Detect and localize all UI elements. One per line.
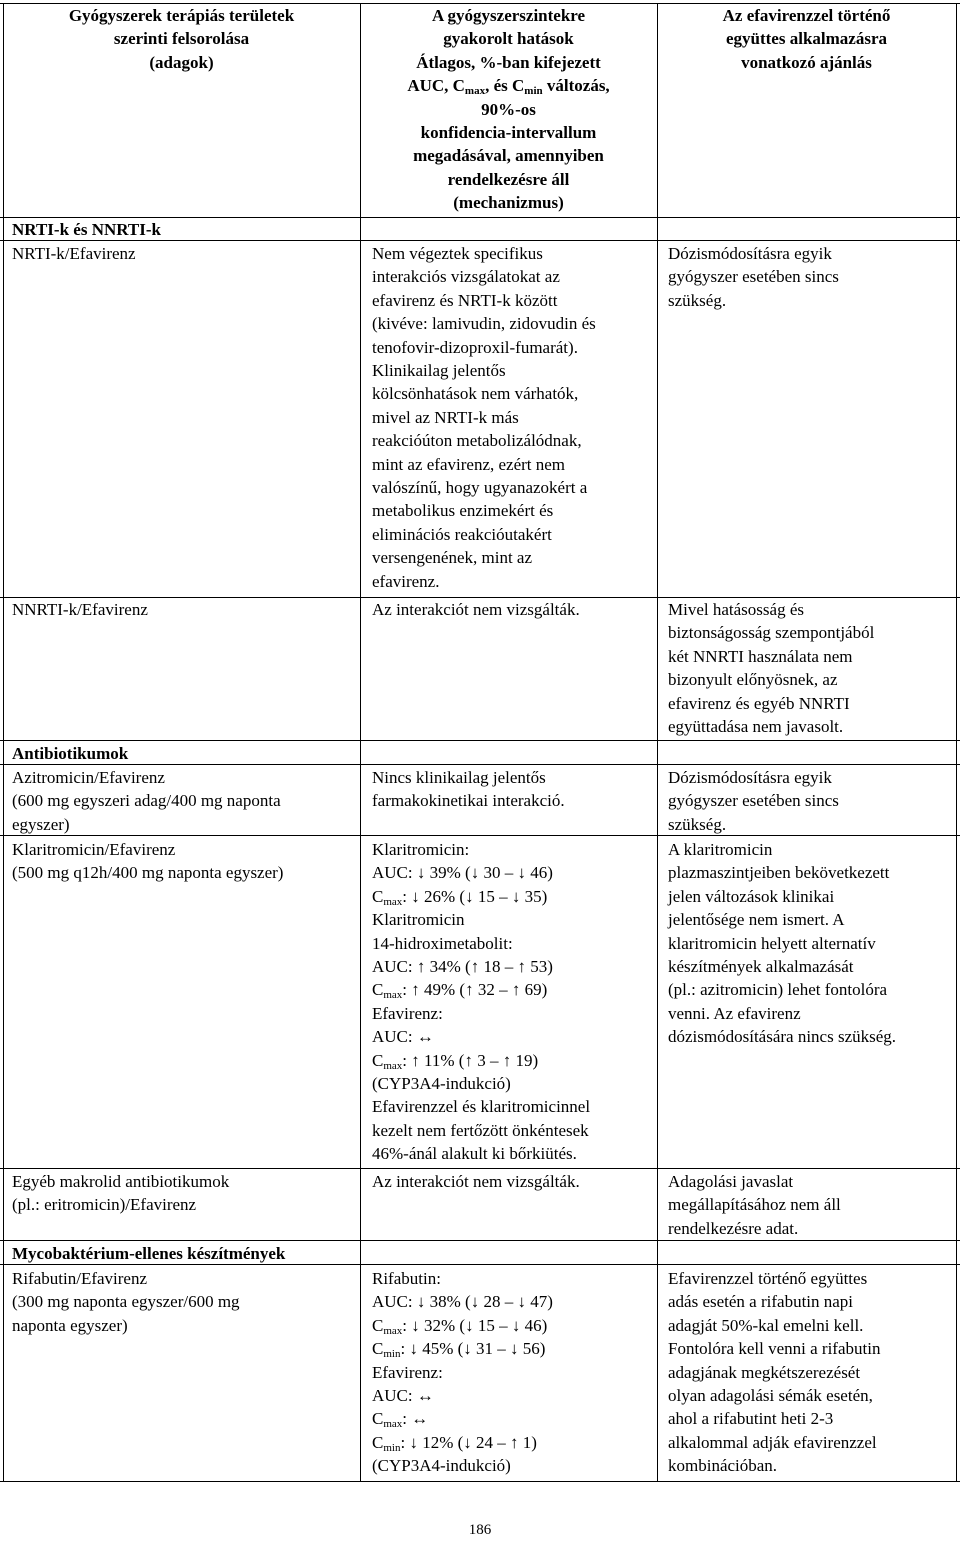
effect-rifabutin: Rifabutin: AUC: ↓ 38% (↓ 28 – ↓ 47) $C_{max}$: ↓ 32% (↓ 15 – ↓ 46) $C_{min}$: ↓ 45% (↓ 31 – ↓ 56) Efavirenz: AUC: ↔ $C_{max}$: ↔ $C_{min}$: ↓ 12% (↓ 24 – ↑ 1) (CYP3A4-indukció) bbox=[372, 1269, 553, 1476]
column-divider-2 bbox=[657, 3, 658, 1482]
drug-nnrti-efavirenz: NNRTI-k/Efavirenz bbox=[12, 600, 148, 619]
effect-clarithromycin: Klaritromicin: AUC: ↓ 39% (↓ 30 – ↓ 46) $C_{max}$: ↓ 26% (↓ 15 – ↓ 35) Klaritromicin 14-hidroximetabolit: AUC: ↑ 34% (↑ 18 – ↑ 53) $C_{max}$: ↑ 49% (↑ 32 – ↑ 69) Efavirenz: AUC: ↔ $C_{max}$: ↑ 11% (↑ 3 – ↑ 19) (CYP3A4-indukció) Efavirenzzel és klaritromicinnel kezelt nem fertőzött önkéntesek 46%-ánál alakult ki bőrkiütés. bbox=[372, 840, 591, 1164]
header-drug-column: Gyógyszerek terápiás területek szerinti felsorolása (adagok) bbox=[68, 6, 295, 72]
effect-nnrti-efavirenz: Az interakciót nem vizsgálták. bbox=[372, 600, 580, 619]
section-heading-antibiotics: Antibiotikumok bbox=[12, 744, 129, 763]
effect-azithromycin: Nincs klinikailag jelentős farmakokinetikai interakció. bbox=[372, 768, 565, 811]
recommendation-azithromycin: Dózismódosításra egyik gyógyszer esetében sincs szükség. bbox=[668, 768, 839, 834]
column-divider-1 bbox=[360, 3, 361, 1482]
section-heading-nrti: NRTI-k és NNRTI-k bbox=[12, 220, 161, 239]
recommendation-rifabutin: Efavirenzzel történő együttes adás esetén a rifabutin napi adagját 50%-kal emelni kell. Fontolóra kell venni a rifabutin adagjának megkétszerezését olyan adagolási sémák esetén, ahol a rifabutint heti 2-3 alkalommal adják efavirenzzel kombinációban. bbox=[668, 1269, 881, 1476]
drug-clarithromycin: Klaritromicin/Efavirenz (500 mg q12h/400 mg naponta egyszer) bbox=[12, 840, 284, 883]
row-divider-nnrti bbox=[0, 740, 960, 741]
table-left-border bbox=[3, 3, 4, 1482]
drug-other-macrolides: Egyéb makrolid antibiotikumok (pl.: eritromicin)/Efavirenz bbox=[12, 1172, 230, 1215]
header-recommendation-column: Az efavirenzzel történő együttes alkalmazásra vonatkozó ajánlás bbox=[722, 6, 891, 72]
recommendation-other-macrolides: Adagolási javaslat megállapításához nem áll rendelkezésre adat. bbox=[668, 1172, 841, 1238]
table-right-border bbox=[956, 3, 957, 1482]
table-bottom-border bbox=[0, 1481, 960, 1482]
section-heading-mycobacterium: Mycobaktérium-ellenes készítmények bbox=[12, 1244, 286, 1263]
drug-azithromycin: Azitromicin/Efavirenz (600 mg egyszeri adag/400 mg naponta egyszer) bbox=[12, 768, 281, 834]
header-effect-column: A gyógyszerszintekre gyakorolt hatások Átlagos, %-ban kifejezett AUC, $C_{max}$, és $C_{min}$ változás, 90%-os konfidencia-intervallum megadásával, amennyiben rendelkezésre áll (mechanizmus) bbox=[407, 6, 610, 213]
recommendation-clarithromycin: A klaritromicin plazmaszintjeiben bekövetkezett jelen változások klinikai jelentősége nem ismert. A klaritromicin helyett alternatív készítmények alkalmazását (pl.: azitromicin) lehet fontolóra venni. Az efavirenz dózismódosítására nincs szükség. bbox=[668, 840, 897, 1047]
section-divider-antibiotics bbox=[0, 764, 960, 765]
effect-other-macrolides: Az interakciót nem vizsgálták. bbox=[372, 1172, 580, 1191]
effect-nrti-efavirenz: Nem végeztek specifikus interakciós vizsgálatokat az efavirenz és NRTI-k között (kivéve: lamivudin, zidovudin és tenofovir-dizoproxil-fumarát). Klinikailag jelentős kölcsönhatások nem várhatók, mivel az NRTI-k más reakcióúton metabolizálódnak, mint az efavirenz, ezért nem valószínű, hogy ugyanazokért a metabolikus enzimekért és eliminációs reakcióutakért versengenének, mint az efavirenz. bbox=[372, 244, 596, 591]
drug-nrti-efavirenz: NRTI-k/Efavirenz bbox=[12, 244, 136, 263]
drug-rifabutin: Rifabutin/Efavirenz (300 mg naponta egyszer/600 mg naponta egyszer) bbox=[12, 1269, 240, 1335]
page-number: 186 bbox=[468, 1522, 492, 1538]
row-divider-clarithromycin bbox=[0, 1168, 960, 1169]
recommendation-nrti-efavirenz: Dózismódosításra egyik gyógyszer esetében sincs szükség. bbox=[668, 244, 839, 310]
recommendation-nnrti-efavirenz: Mivel hatásosság és biztonságosság szempontjából két NNRTI használata nem bizonyult előnyösnek, az efavirenz és egyéb NNRTI együttadása nem javasolt. bbox=[668, 600, 875, 737]
